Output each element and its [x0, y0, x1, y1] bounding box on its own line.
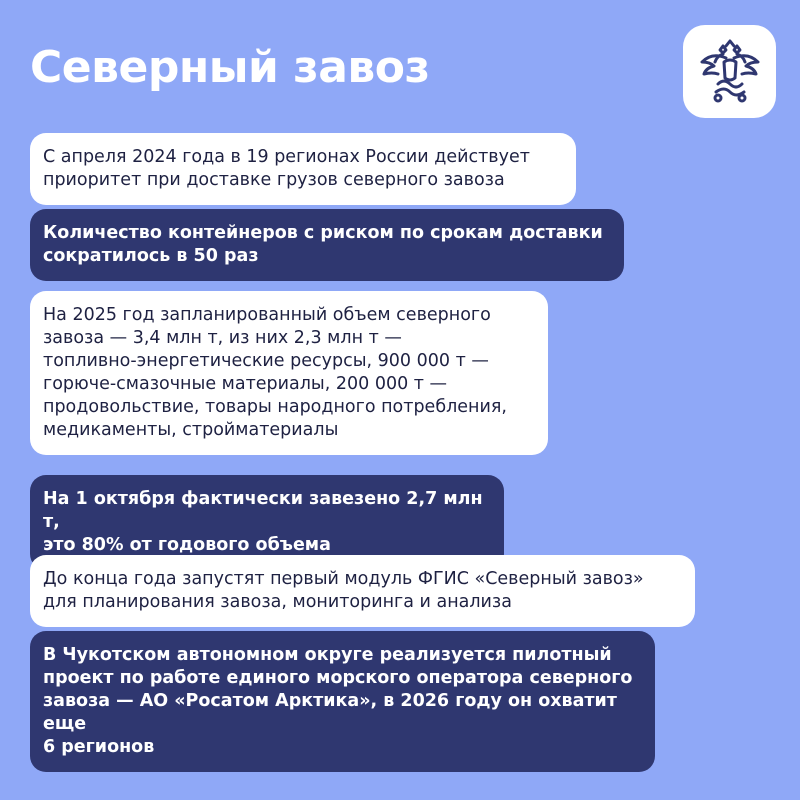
info-card-plan-2025 — [30, 291, 548, 455]
info-card-fgis — [30, 555, 695, 627]
info-card-text: На 2025 год запланированный объем северного завоза — 3,4 млн т, из них 2,3 млн т — топливно-энергетические ресурсы, 900 000 т — горюче-смазочные материалы, 200 000 т — продовольствие, товары народного потребления, медикаменты, стройматериалы — [43, 305, 507, 440]
double-headed-eagle-icon — [696, 38, 764, 106]
info-card-text: В Чукотском автономном округе реализуется пилотный проект по работе единого морского оператора северного завоза — АО «Росатом Арктика», в 2026 году он охватит еще 6 регионов — [43, 645, 633, 757]
page-title: Северный завоз — [30, 42, 430, 93]
info-card-text: Количество контейнеров с риском по срокам доставки сократилось в 50 раз — [43, 223, 603, 266]
info-card-text: С апреля 2024 года в 19 регионах России действует приоритет при доставке грузов северного завоза — [43, 147, 530, 190]
info-card-containers — [30, 209, 624, 281]
logo — [683, 25, 776, 118]
info-card-chukotka — [30, 631, 655, 772]
info-card-text: До конца года запустят первый модуль ФГИС «Северный завоз» для планирования завоза, мониторинга и анализа — [43, 569, 644, 612]
info-card-priority — [30, 133, 576, 205]
info-card-text: На 1 октября фактически завезено 2,7 млн т, это 80% от годового объема — [43, 489, 483, 555]
